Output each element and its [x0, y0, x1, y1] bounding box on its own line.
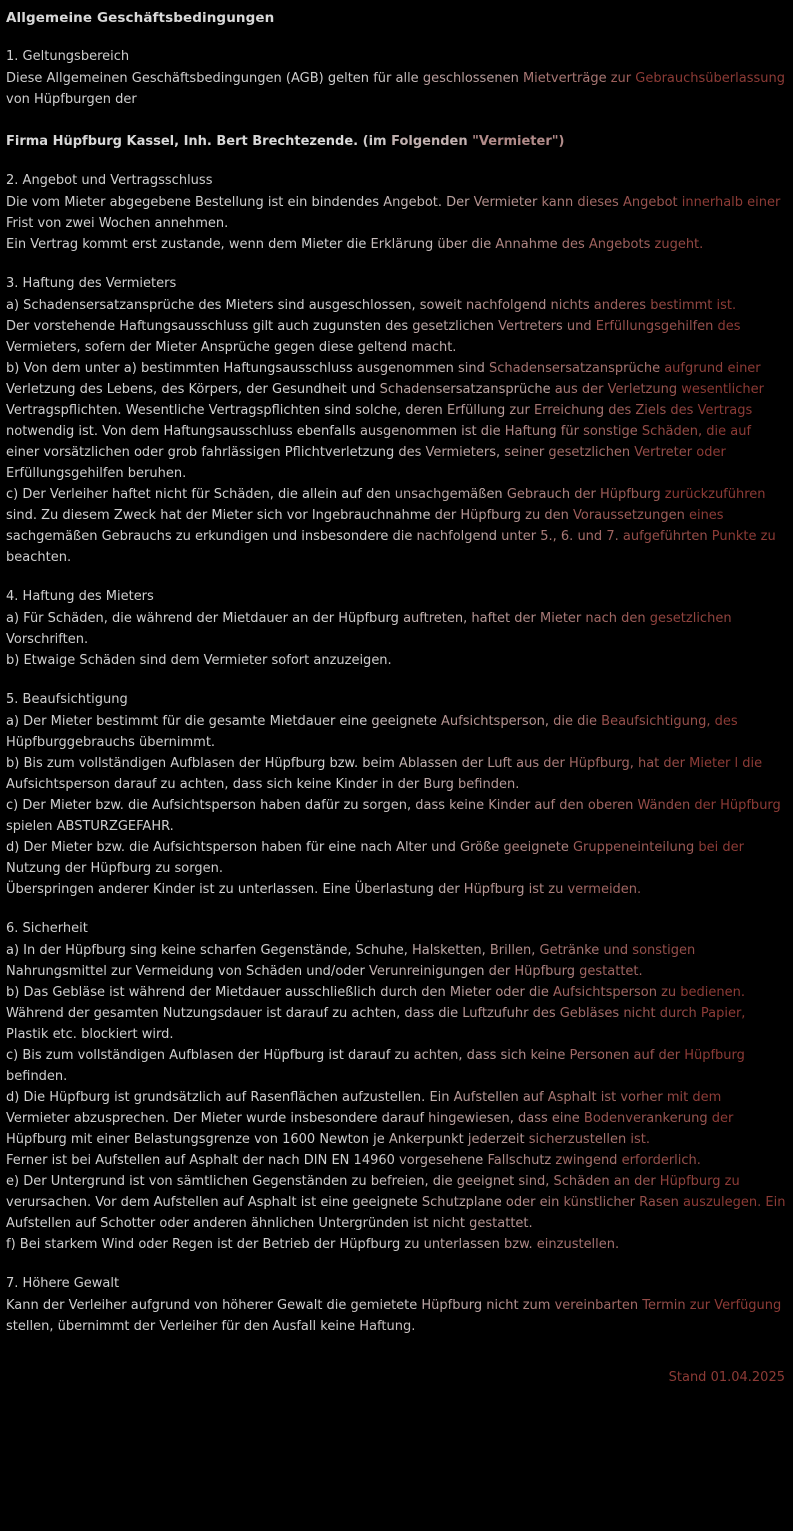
section-heading: 1. Geltungsbereich [6, 49, 130, 64]
section-geltungsbereich [6, 46, 787, 152]
section-heading: 3. Haftung des Vermieters [6, 276, 177, 291]
section-paragraph: Die vom Mieter abgegebene Bestellung ist ein bindendes Angebot. Der Vermieter kann dieses Angebot innerhalb einer Frist von zwei Wochen annehmen. [6, 195, 781, 231]
section-paragraph: a) Der Mieter bestimmt für die gesamte Mietdauer eine geeignete Aufsichtsperson, die die Beaufsichtigung, des Hüpfburggebrauchs übernimmt. [6, 714, 738, 750]
document-date-footer: Stand 01.04.2025 [668, 1370, 785, 1385]
section-heading: 2. Angebot und Vertragsschluss [6, 173, 213, 188]
section-paragraph: f) Bei starkem Wind oder Regen ist der Betrieb der Hüpfburg zu unterlassen bzw. einzustellen. [6, 1237, 620, 1252]
section-paragraph: a) Für Schäden, die während der Mietdauer an der Hüpfburg auftreten, haftet der Mieter nach den gesetzlichen Vorschriften. [6, 611, 732, 647]
section-paragraph: a) Schadensersatzansprüche des Mieters sind ausgeschlossen, soweit nachfolgend nichts anderes bestimmt ist. [6, 298, 737, 313]
section-paragraph: c) Bis zum vollständigen Aufblasen der Hüpfburg ist darauf zu achten, dass sich keine Personen auf der Hüpfburg befinden. [6, 1048, 745, 1084]
section-paragraph: b) Das Gebläse ist während der Mietdauer ausschließlich durch den Mieter oder die Aufsichtsperson zu bedienen. Während der gesamten Nutzungsdauer ist darauf zu achten, dass die Luftzufuhr des Gebläses nicht durch Papier, Plastik etc. blockiert wird. [6, 985, 746, 1042]
section-paragraph: c) Der Mieter bzw. die Aufsichtsperson haben dafür zu sorgen, dass keine Kinder auf den oberen Wänden der Hüpfburg spielen ABSTURZGEFAHR. [6, 798, 781, 834]
company-line: Firma Hüpfburg Kassel, Inh. Bert Brechtezende. (im Folgenden "Vermieter") [6, 134, 565, 149]
section-paragraph: d) Die Hüpfburg ist grundsätzlich auf Rasenflächen aufzustellen. Ein Aufstellen auf Asphalt ist vorher mit dem Vermieter abzusprechen. Der Mieter wurde insbesondere darauf hingewiesen, dass eine Bodenverankerung der Hüpfburg mit einer Belastungsgrenze von 1600 Newton je Ankerpunkt jederzeit sicherzustellen ist. [6, 1090, 734, 1147]
section-paragraph: Ferner ist bei Aufstellen auf Asphalt der nach DIN EN 14960 vorgesehene Fallschutz zwingend erforderlich. [6, 1153, 701, 1168]
section-paragraph: d) Der Mieter bzw. die Aufsichtsperson haben für eine nach Alter und Größe geeignete Gruppeneinteilung bei der Nutzung der Hüpfburg zu sorgen. [6, 840, 745, 876]
section-sicherheit [6, 918, 787, 1255]
section-paragraph: Überspringen anderer Kinder ist zu unterlassen. Eine Überlastung der Hüpfburg ist zu vermeiden. [6, 882, 642, 897]
section-paragraph: b) Bis zum vollständigen Aufblasen der Hüpfburg bzw. beim Ablassen der Luft aus der Hüpfburg, hat der Mieter l die Aufsichtsperson darauf zu achten, dass sich keine Kinder in der Burg befinden. [6, 756, 763, 792]
section-paragraph: c) Der Verleiher haftet nicht für Schäden, die allein auf den unsachgemäßen Gebrauch der Hüpfburg zurückzuführen sind. Zu diesem Zweck hat der Mieter sich vor Ingebrauchnahme der Hüpfburg zu den Voraussetzungen eines sachgemäßen Gebrauchs zu erkundigen und insbesondere die nachfolgend unter 5., 6. und 7. aufgeführten Punkte zu beachten. [6, 487, 776, 565]
section-heading: 5. Beaufsichtigung [6, 692, 128, 707]
section-beaufsichtigung [6, 689, 787, 900]
section-paragraph: Kann der Verleiher aufgrund von höherer Gewalt die gemietete Hüpfburg nicht zum vereinbarten Termin zur Verfügung stellen, übernimmt der Verleiher für den Ausfall keine Haftung. [6, 1298, 782, 1334]
section-paragraph: Diese Allgemeinen Geschäftsbedingungen (AGB) gelten für alle geschlossenen Mietverträge zur Gebrauchsüberlassung von Hüpfburgen der [6, 71, 785, 107]
paragraph-spacer [6, 110, 787, 131]
section-heading: 7. Höhere Gewalt [6, 1276, 120, 1291]
section-haftung-vermieter [6, 273, 787, 568]
section-heading: 6. Sicherheit [6, 921, 88, 936]
section-haftung-mieter [6, 586, 787, 671]
section-heading: 4. Haftung des Mieters [6, 589, 154, 604]
section-paragraph: e) Der Untergrund ist von sämtlichen Gegenständen zu befreien, die geeignet sind, Schäden an der Hüpfburg zu verursachen. Vor dem Aufstellen auf Asphalt ist eine geeignete Schutzplane oder ein künstlicher Rasen auszulegen. Ein Aufstellen auf Schotter oder anderen ähnlichen Untergründen ist nicht gestattet. [6, 1174, 786, 1231]
section-paragraph: Der vorstehende Haftungsausschluss gilt auch zugunsten des gesetzlichen Vertreters und Erfüllungsgehilfen des Vermieters, sofern der Mieter Ansprüche gegen diese geltend macht. [6, 319, 741, 355]
section-paragraph: Ein Vertrag kommt erst zustande, wenn dem Mieter die Erklärung über die Annahme des Angebots zugeht. [6, 237, 704, 252]
page-title: Allgemeine Geschäftsbedingungen [6, 10, 275, 26]
section-hoehere-gewalt [6, 1273, 787, 1337]
section-paragraph: b) Etwaige Schäden sind dem Vermieter sofort anzuzeigen. [6, 653, 392, 668]
section-angebot-vertragsschluss [6, 170, 787, 255]
section-paragraph: b) Von dem unter a) bestimmten Haftungsausschluss ausgenommen sind Schadensersatzansprüche aufgrund einer Verletzung des Lebens, des Körpers, der Gesundheit und Schadensersatzansprüche aus der Verletzung wesentlicher Vertragspflichten. Wesentliche Vertragspflichten sind solche, deren Erfüllung zur Erreichung des Ziels des Vertrags notwendig ist. Von dem Haftungsausschluss ebenfalls ausgenommen ist die Haftung für sonstige Schäden, die auf einer vorsätzlichen oder grob fahrlässigen Pflichtverletzung des Vermieters, seiner gesetzlichen Vertreter oder Erfüllungsgehilfen beruhen. [6, 361, 764, 481]
section-paragraph: a) In der Hüpfburg sing keine scharfen Gegenstände, Schuhe, Halsketten, Brillen, Getränke und sonstigen Nahrungsmittel zur Vermeidung von Schäden und/oder Verunreinigungen der Hüpfburg gestattet. [6, 943, 696, 979]
